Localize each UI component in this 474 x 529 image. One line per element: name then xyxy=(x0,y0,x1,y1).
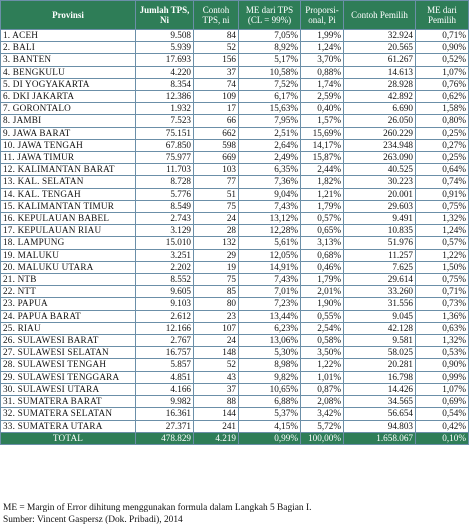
cell-proporsional: 0,40% xyxy=(301,103,344,115)
table-row xyxy=(1,66,469,78)
cell-contoh-pemilih: 9.491 xyxy=(344,213,416,225)
table-row xyxy=(1,286,469,298)
cell-me-tps: 7,01% xyxy=(239,286,301,298)
cell-me-pemilih: 1,32% xyxy=(416,213,469,225)
cell-jumlah-tps: 2.743 xyxy=(136,213,194,225)
cell-proporsional: 3,50% xyxy=(301,347,344,359)
cell-provinsi: 31. SUMATERA BARAT xyxy=(1,396,136,408)
cell-proporsional: 1,01% xyxy=(301,371,344,383)
header-me-tps: ME dari TPS (CL = 99%) xyxy=(239,1,301,30)
cell-jumlah-tps: 9.103 xyxy=(136,298,194,310)
cell-me-tps: 13,44% xyxy=(239,310,301,322)
cell-contoh-tps: 88 xyxy=(194,396,239,408)
cell-contoh-pemilih: 14.426 xyxy=(344,383,416,395)
cell-contoh-tps: 144 xyxy=(194,408,239,420)
cell-me-tps: 6,88% xyxy=(239,396,301,408)
cell-provinsi: 7. GORONTALO xyxy=(1,103,136,115)
cell-contoh-pemilih: 33.260 xyxy=(344,286,416,298)
cell-me-tps: 10,65% xyxy=(239,383,301,395)
table-row xyxy=(1,152,469,164)
cell-provinsi: 23. PAPUA xyxy=(1,298,136,310)
table-row xyxy=(1,335,469,347)
cell-jumlah-tps: 4.166 xyxy=(136,383,194,395)
cell-jumlah-tps: 8.354 xyxy=(136,78,194,90)
cell-me-pemilih: 0,42% xyxy=(416,420,469,432)
table-row xyxy=(1,396,469,408)
cell-proporsional: 3,13% xyxy=(301,237,344,249)
cell-proporsional: 14,17% xyxy=(301,139,344,151)
cell-me-tps: 13,06% xyxy=(239,335,301,347)
cell-me-tps: 7,36% xyxy=(239,176,301,188)
cell-contoh-tps: 28 xyxy=(194,225,239,237)
table-row xyxy=(1,359,469,371)
cell-jumlah-tps: 75.977 xyxy=(136,152,194,164)
cell-contoh-tps: 132 xyxy=(194,237,239,249)
cell-provinsi: 17. KEPULAUAN RIAU xyxy=(1,225,136,237)
cell-me-tps: 7,05% xyxy=(239,30,301,42)
cell-proporsional: 0,87% xyxy=(301,383,344,395)
cell-contoh-pemilih: 16.798 xyxy=(344,371,416,383)
cell-provinsi: 20. MALUKU UTARA xyxy=(1,261,136,273)
cell-me-tps: 10,58% xyxy=(239,66,301,78)
cell-jumlah-tps: 67.850 xyxy=(136,139,194,151)
cell-me-tps: 12,05% xyxy=(239,249,301,261)
cell-me-tps: 5,30% xyxy=(239,347,301,359)
cell-provinsi: 26. SULAWESI BARAT xyxy=(1,335,136,347)
cell-jumlah-tps: 3.129 xyxy=(136,225,194,237)
cell-me-tps: 8,98% xyxy=(239,359,301,371)
table-row xyxy=(1,139,469,151)
cell-jumlah-tps: 17.693 xyxy=(136,54,194,66)
cell-contoh-pemilih: 20.281 xyxy=(344,359,416,371)
cell-me-pemilih: 0,71% xyxy=(416,30,469,42)
cell-me-pemilih: 0,54% xyxy=(416,408,469,420)
cell-jumlah-tps: 27.371 xyxy=(136,420,194,432)
cell-me-tps: 4,15% xyxy=(239,420,301,432)
cell-contoh-tps: 109 xyxy=(194,91,239,103)
total-contoh-pemilih: 1.658.067 xyxy=(344,432,416,444)
cell-jumlah-tps: 12.386 xyxy=(136,91,194,103)
cell-contoh-tps: 75 xyxy=(194,200,239,212)
cell-contoh-tps: 74 xyxy=(194,78,239,90)
total-contoh-tps: 4.219 xyxy=(194,432,239,444)
cell-provinsi: 18. LAMPUNG xyxy=(1,237,136,249)
cell-proporsional: 1,82% xyxy=(301,176,344,188)
cell-contoh-pemilih: 30.223 xyxy=(344,176,416,188)
total-proporsional: 100,00% xyxy=(301,432,344,444)
cell-jumlah-tps: 16.757 xyxy=(136,347,194,359)
cell-me-tps: 5,61% xyxy=(239,237,301,249)
footnote-margin-of-error: ME = Margin of Error dihitung menggunakan formula dalam Langkah 5 Bagian I. xyxy=(3,503,312,513)
cell-contoh-pemilih: 26.050 xyxy=(344,115,416,127)
cell-jumlah-tps: 7.523 xyxy=(136,115,194,127)
cell-me-pemilih: 0,90% xyxy=(416,42,469,54)
cell-contoh-tps: 156 xyxy=(194,54,239,66)
cell-proporsional: 3,70% xyxy=(301,54,344,66)
cell-me-tps: 12,28% xyxy=(239,225,301,237)
cell-contoh-tps: 29 xyxy=(194,249,239,261)
cell-me-pemilih: 0,99% xyxy=(416,371,469,383)
header-proporsional: Proporsi-onal, Pi xyxy=(301,1,344,30)
cell-proporsional: 0,46% xyxy=(301,261,344,273)
cell-provinsi: 29. SULAWESI TENGGARA xyxy=(1,371,136,383)
cell-provinsi: 19. MALUKU xyxy=(1,249,136,261)
cell-contoh-pemilih: 94.803 xyxy=(344,420,416,432)
cell-contoh-pemilih: 40.525 xyxy=(344,164,416,176)
cell-provinsi: 27. SULAWESI SELATAN xyxy=(1,347,136,359)
cell-contoh-pemilih: 234.948 xyxy=(344,139,416,151)
table-row xyxy=(1,42,469,54)
cell-provinsi: 32. SUMATERA SELATAN xyxy=(1,408,136,420)
cell-me-tps: 2,51% xyxy=(239,127,301,139)
cell-contoh-tps: 77 xyxy=(194,176,239,188)
cell-me-pemilih: 1,22% xyxy=(416,249,469,261)
cell-jumlah-tps: 12.166 xyxy=(136,322,194,334)
cell-jumlah-tps: 8.728 xyxy=(136,176,194,188)
table-row xyxy=(1,408,469,420)
cell-proporsional: 1,24% xyxy=(301,42,344,54)
cell-proporsional: 0,58% xyxy=(301,335,344,347)
cell-contoh-tps: 17 xyxy=(194,103,239,115)
cell-contoh-pemilih: 42.892 xyxy=(344,91,416,103)
cell-proporsional: 1,79% xyxy=(301,274,344,286)
cell-contoh-tps: 23 xyxy=(194,310,239,322)
cell-me-pemilih: 0,76% xyxy=(416,78,469,90)
table-row xyxy=(1,188,469,200)
cell-me-pemilih: 0,74% xyxy=(416,176,469,188)
cell-jumlah-tps: 75.151 xyxy=(136,127,194,139)
table-row xyxy=(1,213,469,225)
header-provinsi: Provinsi xyxy=(1,1,136,30)
cell-me-tps: 5,37% xyxy=(239,408,301,420)
cell-provinsi: 3. BANTEN xyxy=(1,54,136,66)
footnote-source: Sumber: Vincent Gaspersz (Dok. Pribadi), 2014 xyxy=(3,515,183,525)
cell-contoh-pemilih: 29.603 xyxy=(344,200,416,212)
cell-contoh-pemilih: 9.045 xyxy=(344,310,416,322)
cell-proporsional: 2,54% xyxy=(301,322,344,334)
total-me-pemilih: 0,10% xyxy=(416,432,469,444)
cell-provinsi: 30. SULAWESI UTARA xyxy=(1,383,136,395)
cell-proporsional: 1,74% xyxy=(301,78,344,90)
cell-provinsi: 4. BENGKULU xyxy=(1,66,136,78)
cell-contoh-tps: 241 xyxy=(194,420,239,432)
cell-provinsi: 1. ACEH xyxy=(1,30,136,42)
cell-me-pemilih: 0,90% xyxy=(416,359,469,371)
cell-contoh-pemilih: 51.976 xyxy=(344,237,416,249)
cell-contoh-tps: 85 xyxy=(194,286,239,298)
cell-contoh-tps: 107 xyxy=(194,322,239,334)
cell-contoh-pemilih: 7.625 xyxy=(344,261,416,273)
table-body xyxy=(1,30,469,433)
table-row xyxy=(1,54,469,66)
cell-jumlah-tps: 2.612 xyxy=(136,310,194,322)
cell-contoh-tps: 24 xyxy=(194,213,239,225)
table-row xyxy=(1,371,469,383)
cell-contoh-tps: 80 xyxy=(194,298,239,310)
cell-me-pemilih: 0,64% xyxy=(416,164,469,176)
cell-me-tps: 6,17% xyxy=(239,91,301,103)
total-me-tps: 0,99% xyxy=(239,432,301,444)
cell-proporsional: 1,99% xyxy=(301,30,344,42)
table-row xyxy=(1,274,469,286)
cell-provinsi: 12. KALIMANTAN BARAT xyxy=(1,164,136,176)
cell-proporsional: 0,65% xyxy=(301,225,344,237)
cell-proporsional: 2,01% xyxy=(301,286,344,298)
cell-contoh-tps: 103 xyxy=(194,164,239,176)
cell-contoh-tps: 51 xyxy=(194,188,239,200)
cell-proporsional: 1,21% xyxy=(301,188,344,200)
cell-contoh-pemilih: 20.001 xyxy=(344,188,416,200)
cell-me-pemilih: 0,52% xyxy=(416,54,469,66)
cell-provinsi: 28. SULAWESI TENGAH xyxy=(1,359,136,371)
table-row xyxy=(1,115,469,127)
cell-me-pemilih: 1,58% xyxy=(416,103,469,115)
cell-proporsional: 3,42% xyxy=(301,408,344,420)
cell-me-tps: 14,91% xyxy=(239,261,301,273)
cell-me-tps: 8,92% xyxy=(239,42,301,54)
cell-contoh-tps: 43 xyxy=(194,371,239,383)
table-row xyxy=(1,91,469,103)
table-row xyxy=(1,298,469,310)
cell-me-pemilih: 1,07% xyxy=(416,383,469,395)
cell-me-pemilih: 0,91% xyxy=(416,188,469,200)
cell-me-tps: 9,82% xyxy=(239,371,301,383)
cell-proporsional: 0,55% xyxy=(301,310,344,322)
cell-contoh-pemilih: 11.257 xyxy=(344,249,416,261)
cell-contoh-tps: 84 xyxy=(194,30,239,42)
cell-jumlah-tps: 11.703 xyxy=(136,164,194,176)
cell-jumlah-tps: 2.767 xyxy=(136,335,194,347)
table-row xyxy=(1,383,469,395)
cell-contoh-tps: 24 xyxy=(194,335,239,347)
cell-me-pemilih: 0,80% xyxy=(416,115,469,127)
cell-me-pemilih: 1,24% xyxy=(416,225,469,237)
cell-jumlah-tps: 5.776 xyxy=(136,188,194,200)
header-jumlah-tps: Jumlah TPS, Ni xyxy=(136,1,194,30)
cell-jumlah-tps: 5.939 xyxy=(136,42,194,54)
cell-me-tps: 7,95% xyxy=(239,115,301,127)
cell-jumlah-tps: 8.552 xyxy=(136,274,194,286)
cell-contoh-pemilih: 29.614 xyxy=(344,274,416,286)
cell-provinsi: 2. BALI xyxy=(1,42,136,54)
header-contoh-tps: Contoh TPS, ni xyxy=(194,1,239,30)
cell-me-pemilih: 1,36% xyxy=(416,310,469,322)
cell-proporsional: 15,69% xyxy=(301,127,344,139)
cell-contoh-tps: 19 xyxy=(194,261,239,273)
cell-contoh-pemilih: 14.613 xyxy=(344,66,416,78)
cell-me-pemilih: 1,32% xyxy=(416,335,469,347)
cell-contoh-pemilih: 56.654 xyxy=(344,408,416,420)
cell-contoh-pemilih: 6.690 xyxy=(344,103,416,115)
cell-jumlah-tps: 2.202 xyxy=(136,261,194,273)
cell-proporsional: 1,79% xyxy=(301,200,344,212)
cell-proporsional: 0,68% xyxy=(301,249,344,261)
cell-provinsi: 10. JAWA TENGAH xyxy=(1,139,136,151)
cell-me-pemilih: 0,25% xyxy=(416,152,469,164)
cell-contoh-tps: 52 xyxy=(194,42,239,54)
cell-jumlah-tps: 3.251 xyxy=(136,249,194,261)
cell-proporsional: 5,72% xyxy=(301,420,344,432)
cell-jumlah-tps: 4.851 xyxy=(136,371,194,383)
cell-me-pemilih: 0,75% xyxy=(416,200,469,212)
cell-jumlah-tps: 4.220 xyxy=(136,66,194,78)
cell-proporsional: 2,44% xyxy=(301,164,344,176)
cell-proporsional: 1,22% xyxy=(301,359,344,371)
table-row xyxy=(1,176,469,188)
table-row xyxy=(1,103,469,115)
cell-me-tps: 9,04% xyxy=(239,188,301,200)
cell-proporsional: 15,87% xyxy=(301,152,344,164)
cell-me-tps: 2,49% xyxy=(239,152,301,164)
cell-proporsional: 1,90% xyxy=(301,298,344,310)
cell-contoh-tps: 37 xyxy=(194,66,239,78)
cell-proporsional: 0,57% xyxy=(301,213,344,225)
table-row xyxy=(1,261,469,273)
cell-me-tps: 2,64% xyxy=(239,139,301,151)
cell-contoh-pemilih: 31.556 xyxy=(344,298,416,310)
cell-jumlah-tps: 16.361 xyxy=(136,408,194,420)
cell-me-tps: 7,23% xyxy=(239,298,301,310)
cell-jumlah-tps: 8.549 xyxy=(136,200,194,212)
table-row xyxy=(1,225,469,237)
cell-provinsi: 9. JAWA BARAT xyxy=(1,127,136,139)
table-row xyxy=(1,30,469,42)
cell-contoh-pemilih: 42.128 xyxy=(344,322,416,334)
table-row xyxy=(1,78,469,90)
table-row xyxy=(1,322,469,334)
table-row xyxy=(1,310,469,322)
cell-me-tps: 6,23% xyxy=(239,322,301,334)
cell-contoh-pemilih: 263.090 xyxy=(344,152,416,164)
table-row xyxy=(1,347,469,359)
cell-contoh-tps: 598 xyxy=(194,139,239,151)
cell-contoh-pemilih: 20.565 xyxy=(344,42,416,54)
cell-me-tps: 7,43% xyxy=(239,274,301,286)
cell-jumlah-tps: 1.932 xyxy=(136,103,194,115)
cell-contoh-pemilih: 58.025 xyxy=(344,347,416,359)
cell-me-pemilih: 0,69% xyxy=(416,396,469,408)
total-jumlah-tps: 478.829 xyxy=(136,432,194,444)
cell-provinsi: 11. JAWA TIMUR xyxy=(1,152,136,164)
cell-me-pemilih: 0,27% xyxy=(416,139,469,151)
cell-me-pemilih: 0,63% xyxy=(416,322,469,334)
cell-jumlah-tps: 9.982 xyxy=(136,396,194,408)
cell-me-tps: 15,63% xyxy=(239,103,301,115)
cell-me-pemilih: 0,75% xyxy=(416,274,469,286)
cell-provinsi: 6. DKI JAKARTA xyxy=(1,91,136,103)
table-header-row xyxy=(1,1,469,30)
cell-contoh-pemilih: 260.229 xyxy=(344,127,416,139)
cell-contoh-tps: 37 xyxy=(194,383,239,395)
cell-provinsi: 13. KAL. SELATAN xyxy=(1,176,136,188)
cell-provinsi: 8. JAMBI xyxy=(1,115,136,127)
cell-contoh-pemilih: 9.581 xyxy=(344,335,416,347)
total-row xyxy=(1,432,469,444)
cell-contoh-tps: 662 xyxy=(194,127,239,139)
cell-contoh-pemilih: 61.267 xyxy=(344,54,416,66)
cell-jumlah-tps: 15.010 xyxy=(136,237,194,249)
cell-me-tps: 7,52% xyxy=(239,78,301,90)
cell-proporsional: 2,59% xyxy=(301,91,344,103)
cell-contoh-tps: 148 xyxy=(194,347,239,359)
cell-me-pemilih: 0,53% xyxy=(416,347,469,359)
cell-provinsi: 5. DI YOGYAKARTA xyxy=(1,78,136,90)
table-row xyxy=(1,200,469,212)
table-row xyxy=(1,249,469,261)
total-label: TOTAL xyxy=(1,432,136,444)
table-row xyxy=(1,420,469,432)
cell-provinsi: 15. KALIMANTAN TIMUR xyxy=(1,200,136,212)
header-contoh-pemilih: Contoh Pemilih xyxy=(344,1,416,30)
cell-proporsional: 0,88% xyxy=(301,66,344,78)
cell-jumlah-tps: 9.508 xyxy=(136,30,194,42)
cell-provinsi: 14. KAL. TENGAH xyxy=(1,188,136,200)
cell-provinsi: 25. RIAU xyxy=(1,322,136,334)
cell-me-tps: 5,17% xyxy=(239,54,301,66)
cell-jumlah-tps: 9.605 xyxy=(136,286,194,298)
cell-contoh-pemilih: 10.835 xyxy=(344,225,416,237)
cell-provinsi: 22. NTT xyxy=(1,286,136,298)
header-me-pemilih: ME dari Pemilih xyxy=(416,1,469,30)
cell-contoh-tps: 66 xyxy=(194,115,239,127)
cell-contoh-pemilih: 28.928 xyxy=(344,78,416,90)
cell-provinsi: 33. SUMATERA UTARA xyxy=(1,420,136,432)
cell-proporsional: 2,08% xyxy=(301,396,344,408)
cell-contoh-pemilih: 32.924 xyxy=(344,30,416,42)
cell-me-tps: 7,43% xyxy=(239,200,301,212)
cell-me-pemilih: 1,50% xyxy=(416,261,469,273)
cell-me-tps: 13,12% xyxy=(239,213,301,225)
cell-me-pemilih: 1,07% xyxy=(416,66,469,78)
cell-provinsi: 24. PAPUA BARAT xyxy=(1,310,136,322)
cell-me-pemilih: 0,57% xyxy=(416,237,469,249)
table-row xyxy=(1,127,469,139)
cell-contoh-pemilih: 34.565 xyxy=(344,396,416,408)
cell-me-pemilih: 0,62% xyxy=(416,91,469,103)
cell-provinsi: 21. NTB xyxy=(1,274,136,286)
cell-jumlah-tps: 5.857 xyxy=(136,359,194,371)
cell-contoh-tps: 52 xyxy=(194,359,239,371)
cell-provinsi: 16. KEPULAUAN BABEL xyxy=(1,213,136,225)
cell-contoh-tps: 75 xyxy=(194,274,239,286)
cell-proporsional: 1,57% xyxy=(301,115,344,127)
cell-me-pemilih: 0,71% xyxy=(416,286,469,298)
cell-me-pemilih: 0,73% xyxy=(416,298,469,310)
table-row xyxy=(1,237,469,249)
cell-me-tps: 6,35% xyxy=(239,164,301,176)
table-row xyxy=(1,164,469,176)
cell-contoh-tps: 669 xyxy=(194,152,239,164)
cell-me-pemilih: 0,25% xyxy=(416,127,469,139)
